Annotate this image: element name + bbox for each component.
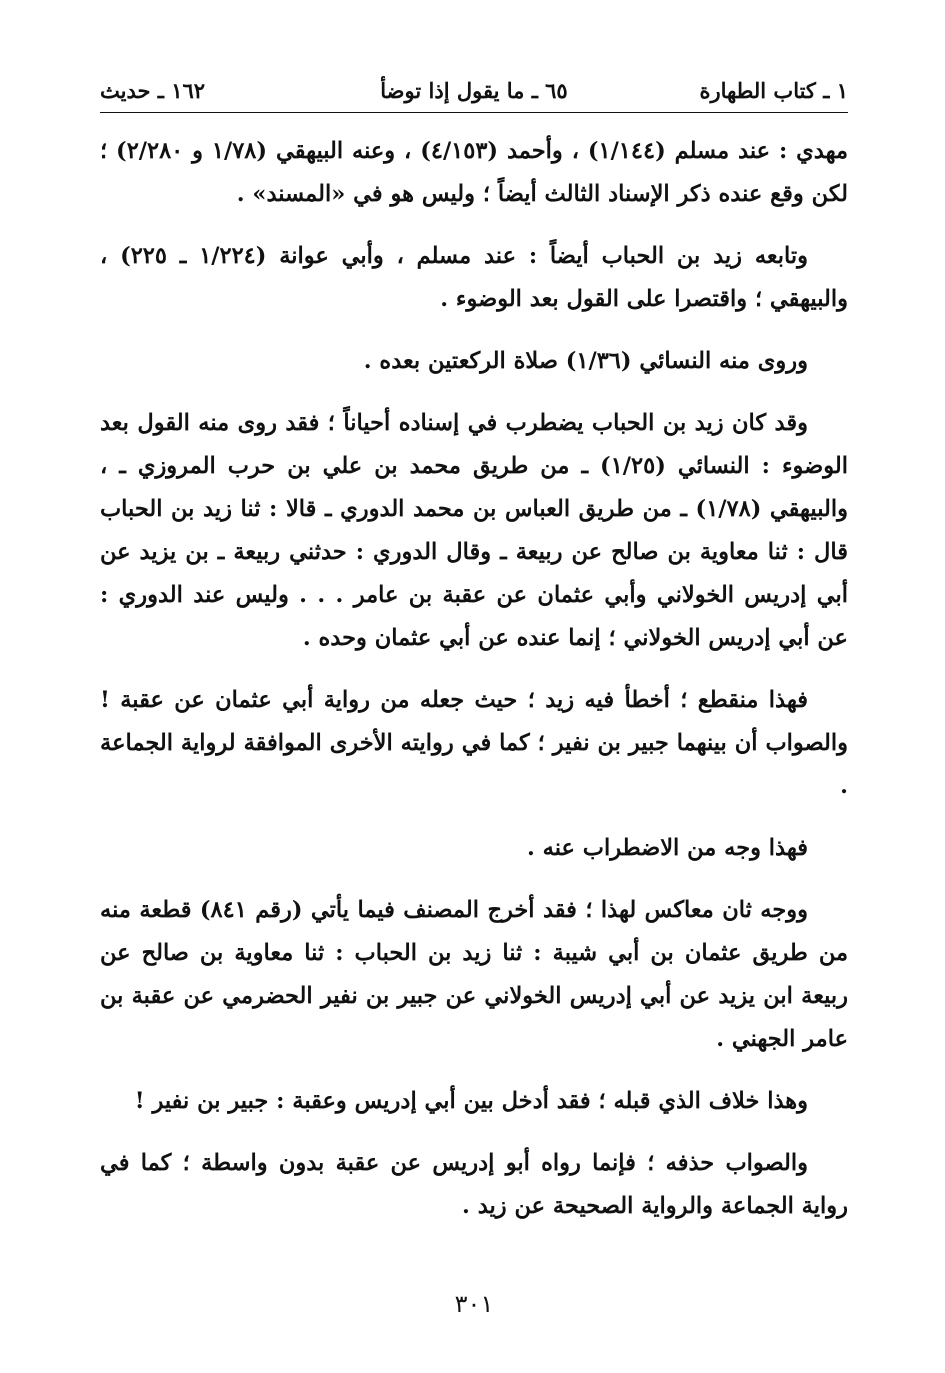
paragraph-6: فهذا وجه من الاضطراب عنه . (527, 835, 808, 861)
page-number: ٣٠١ (454, 1290, 494, 1318)
book-page (100, 0, 848, 1373)
paragraph-9: والصواب حذفه ؛ فإنما رواه أبو إدريس عن عقبة بدون واسطة ؛ كما في رواية الجماعة والرواية الصحيحة عن زيد . (100, 1150, 848, 1219)
paragraph-8: وهذا خلاف الذي قبله ؛ فقد أدخل بين أبي إدريس وعقبة : جبير بن نفير ! (134, 1088, 808, 1114)
paragraph-1: مهدي : عند مسلم (١/١٤٤) ، وأحمد (٤/١٥٣) ، وعنه البيهقي (١/٧٨ و ٢/٢٨٠) ؛ لكن وقع عنده ذكر الإسناد الثالث أيضاً ؛ وليس هو في «المسند» . (100, 138, 848, 207)
paragraph-7: ووجه ثان معاكس لهذا ؛ فقد أخرج المصنف فيما يأتي (رقم ٨٤١) قطعة منه من طريق عثمان بن أبي شيبة : ثنا زيد بن الحباب : ثنا معاوية بن صالح عن ربيعة ابن يزيد عن أبي إدريس الخولاني عن جبير بن نفير الحضرمي عن عقبة بن عامر الجهني . (100, 897, 848, 1052)
header-hadith-number: ١٦٢ ـ حديث (100, 78, 206, 103)
paragraph-5: فهذا منقطع ؛ أخطأ فيه زيد ؛ حيث جعله من رواية أبي عثمان عن عقبة ! والصواب أن بينهما جبير بن نفير ؛ كما في روايته الأخرى الموافقة لرواية الجماعة . (100, 687, 848, 799)
running-header (100, 74, 848, 108)
paragraph-2: وتابعه زيد بن الحباب أيضاً : عند مسلم ، وأبي عوانة (١/٢٢٤ ـ ٢٢٥) ، والبيهقي ؛ واقتصرا على القول بعد الوضوء . (100, 243, 848, 312)
header-section: ٦٥ ـ ما يقول إذا توضأ (380, 78, 568, 103)
paragraph-4: وقد كان زيد بن الحباب يضطرب في إسناده أحياناً ؛ فقد روى منه القول بعد الوضوء : النسائي (١/٢٥) ـ من طريق محمد بن علي بن حرب المروزي ـ ، والبيهقي (١/٧٨) ـ من طريق العباس بن محمد الدوري ـ قالا : ثنا زيد بن الحباب قال : ثنا معاوية بن صالح عن ربيعة ـ وقال الدوري : حدثني ربيعة ـ بن يزيد عن أبي إدريس الخولاني وأبي عثمان عن عقبة بن عامر . . . وليس عند الدوري : عن أبي إدريس الخولاني ؛ إنما عنده عن أبي عثمان وحده . (100, 410, 848, 651)
header-rule (100, 112, 848, 113)
header-chapter: ١ ـ كتاب الطهارة (699, 78, 848, 103)
paragraph-3: وروى منه النسائي (١/٣٦) صلاة الركعتين بعده . (363, 348, 808, 374)
body-text (100, 130, 848, 1247)
